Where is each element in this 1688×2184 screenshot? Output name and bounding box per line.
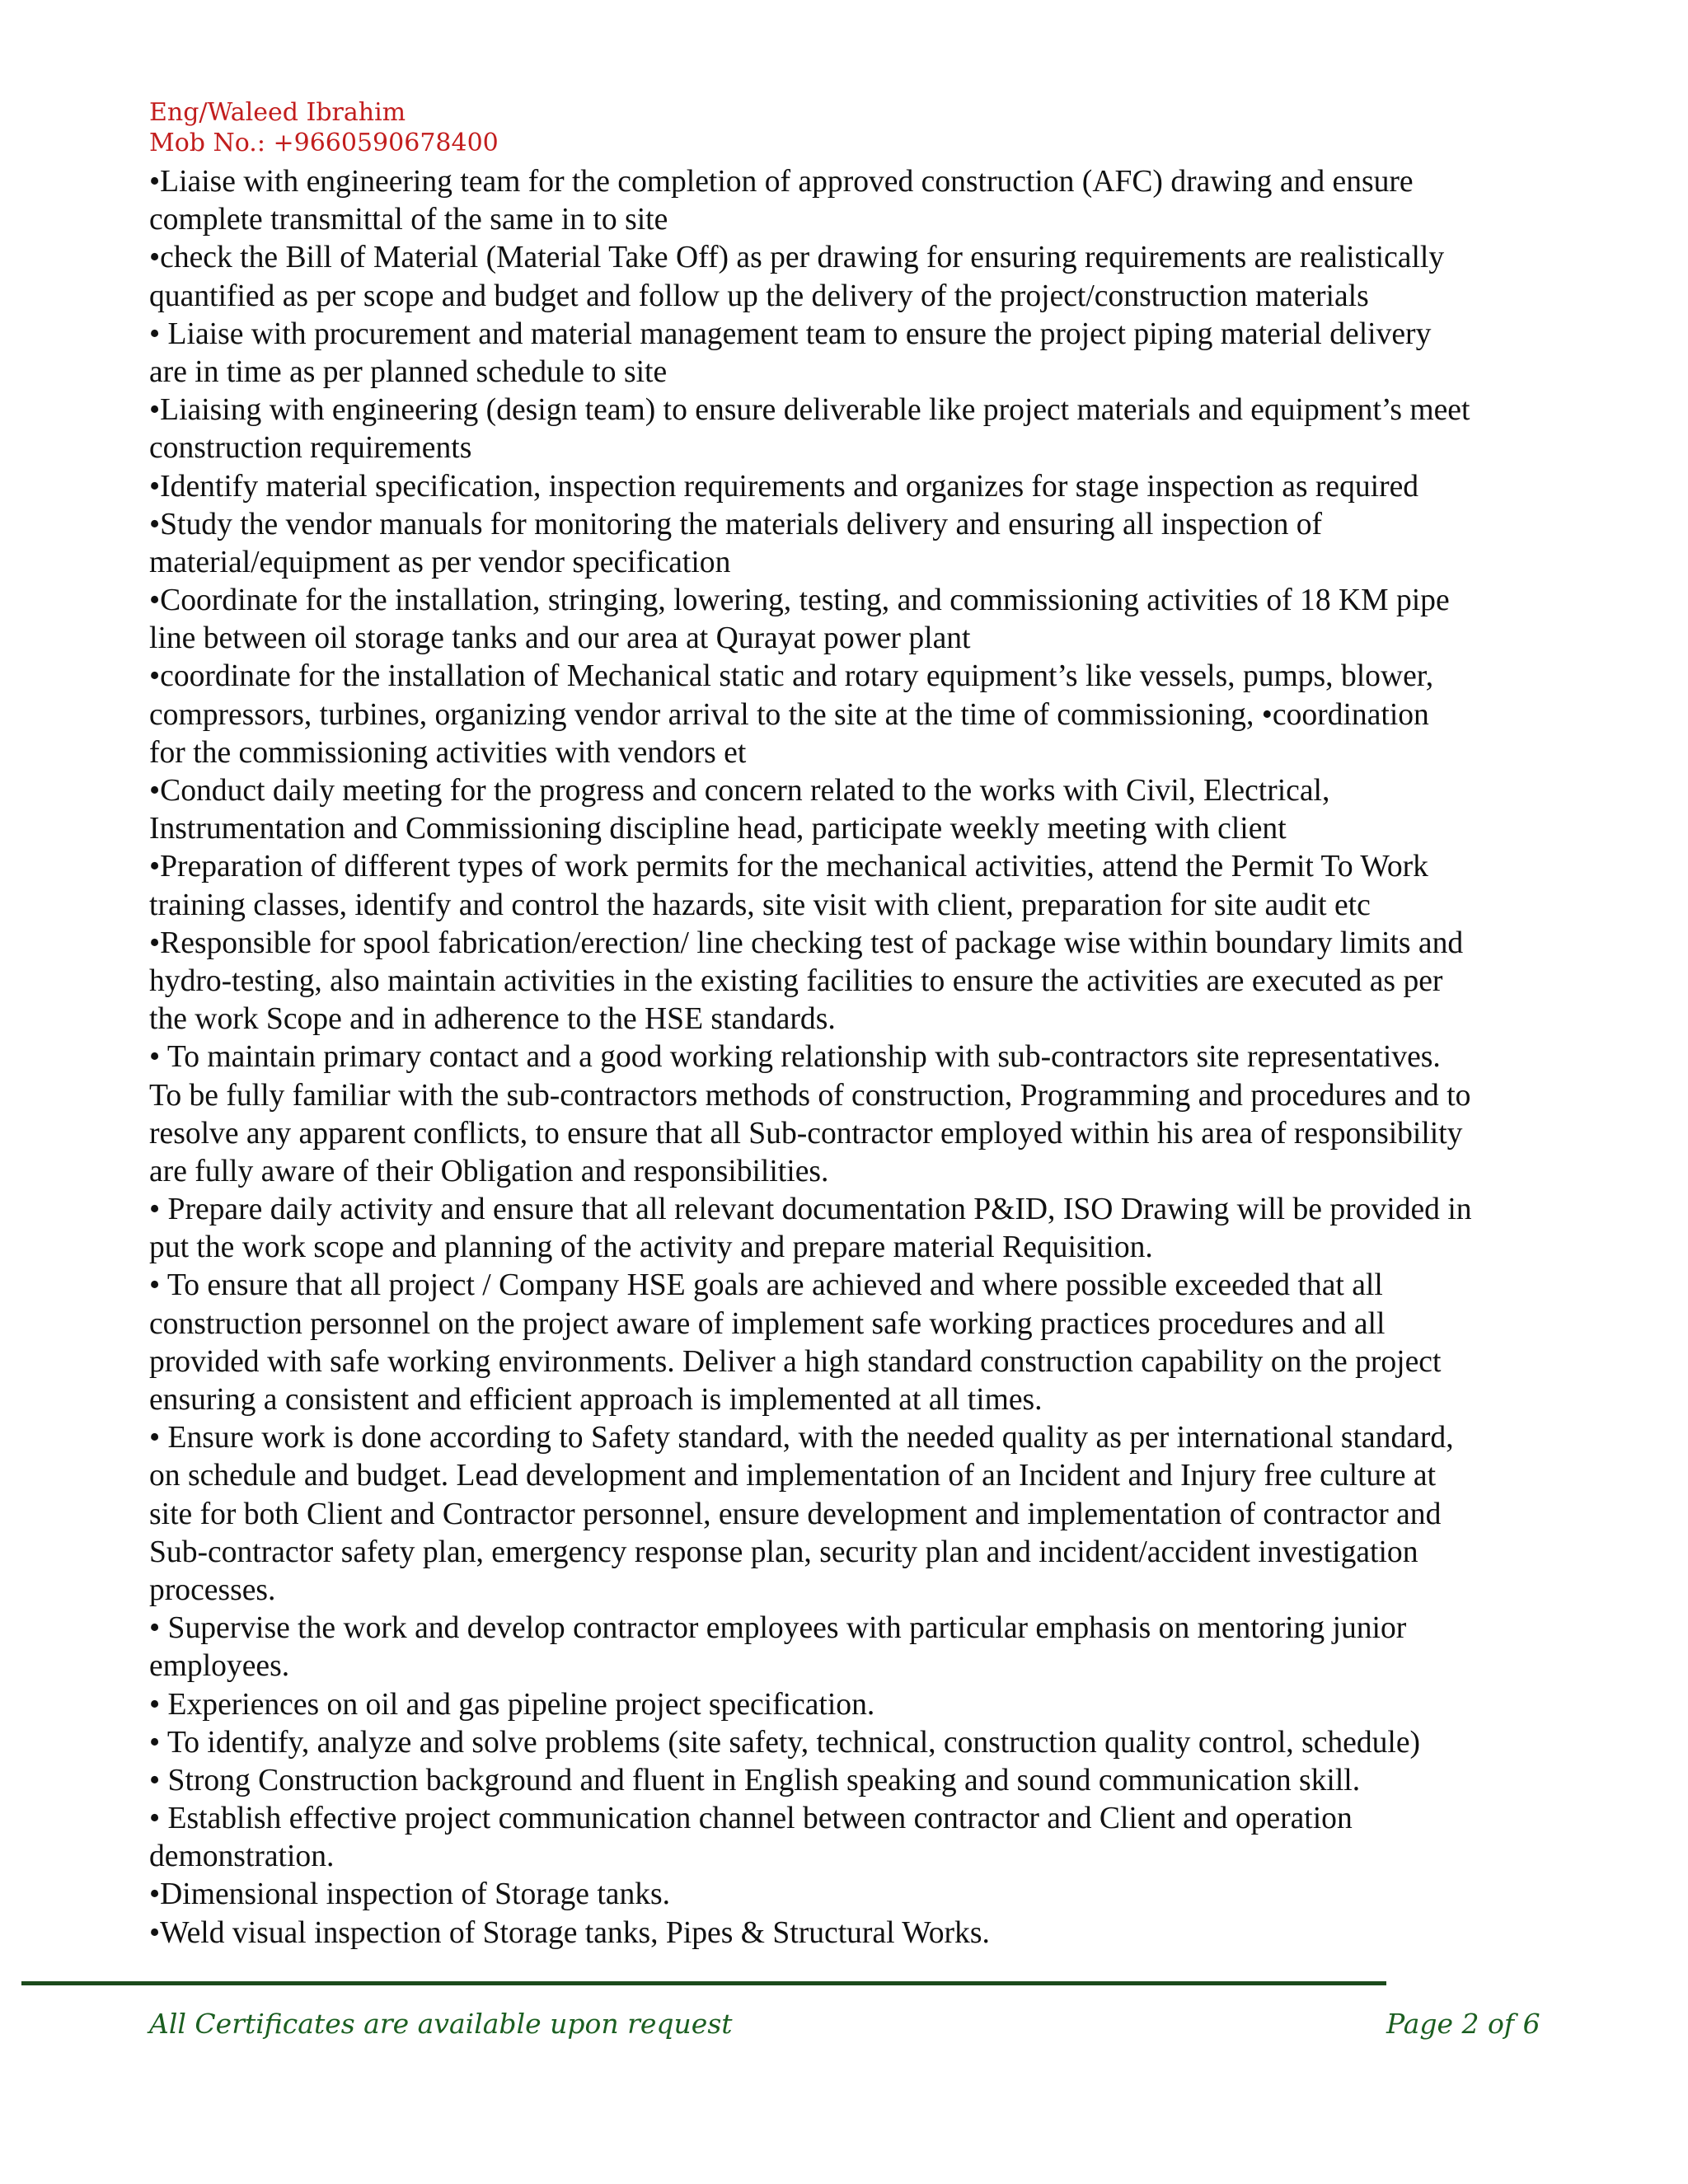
text-line: hydro-testing, also maintain activities in the existing facilities to ensure the activities are executed as per (149, 963, 1443, 998)
text-line: •Liaising with engineering (design team) to ensure deliverable like project materials and equipment’s meet (149, 393, 1470, 428)
text-line: •Dimensional inspection of Storage tanks. (149, 1877, 671, 1912)
text-line: • Ensure work is done according to Safety standard, with the needed quality as per international standard, (149, 1421, 1454, 1455)
text-line: • Supervise the work and develop contractor employees with particular emphasis on mentoring junior (149, 1611, 1407, 1646)
text-line: To be fully familiar with the sub-contractors methods of construction, Programming and procedures and to (149, 1078, 1471, 1113)
text-line: for the commissioning activities with vendors et (149, 735, 747, 770)
text-line: put the work scope and planning of the activity and prepare material Requisition. (149, 1230, 1153, 1265)
text-line: construction requirements (149, 431, 472, 466)
text-line: •coordinate for the installation of Mechanical static and rotary equipment’s like vessels, pumps, blower, (149, 659, 1434, 694)
page-number: Page 2 of 6 (1386, 2008, 1540, 2040)
text-line: • Strong Construction background and fluent in English speaking and sound communication skill. (149, 1763, 1361, 1797)
text-line: •Liaise with engineering team for the completion of approved construction (AFC) drawing and ensure (149, 165, 1414, 199)
text-line: •Coordinate for the installation, stringing, lowering, testing, and commissioning activities of 18 KM pipe (149, 583, 1450, 618)
responsibilities-text (149, 163, 1583, 1952)
author-name: Eng/Waleed Ibrahim (149, 98, 406, 127)
text-line: •Conduct daily meeting for the progress and concern related to the works with Civil, Electrical, (149, 774, 1330, 808)
text-line: line between oil storage tanks and our area at Qurayat power plant (149, 621, 971, 656)
text-line: are fully aware of their Obligation and responsibilities. (149, 1154, 829, 1188)
text-line: provided with safe working environments. Deliver a high standard construction capability on the project (149, 1344, 1442, 1379)
text-line: •Identify material specification, inspection requirements and organizes for stage inspection as required (149, 469, 1419, 504)
text-line: • To identify, analyze and solve problems (site safety, technical, construction quality control, schedule) (149, 1725, 1421, 1760)
text-line: complete transmittal of the same in to site (149, 203, 668, 237)
text-line: the work Scope and in adherence to the HSE standards. (149, 1002, 836, 1037)
text-line: • Liaise with procurement and material management team to ensure the project piping material delivery (149, 316, 1432, 351)
text-line: •check the Bill of Material (Material Take Off) as per drawing for ensuring requirements are realistically (149, 241, 1445, 275)
text-line: • Establish effective project communication channel between contractor and Client and operation (149, 1802, 1353, 1836)
footer-divider (21, 1981, 1386, 1985)
text-line: quantified as per scope and budget and follow up the delivery of the project/construction materials (149, 279, 1369, 313)
mobile-number: Mob No.: +9660590678400 (149, 129, 499, 157)
text-line: •Weld visual inspection of Storage tanks, Pipes & Structural Works. (149, 1915, 990, 1950)
certificates-note: All Certificates are available upon request (149, 2008, 733, 2040)
text-line: compressors, turbines, organizing vendor arrival to the site at the time of commissioning, •coordination (149, 697, 1429, 732)
text-line: •Preparation of different types of work permits for the mechanical activities, attend the Permit To Work (149, 850, 1428, 884)
text-line: employees. (149, 1649, 290, 1684)
text-line: • To maintain primary contact and a good working relationship with sub-contractors site representatives. (149, 1040, 1441, 1075)
text-line: • Experiences on oil and gas pipeline project specification. (149, 1687, 875, 1722)
text-line: •Study the vendor manuals for monitoring the materials delivery and ensuring all inspection of (149, 507, 1323, 541)
text-line: ensuring a consistent and efficient approach is implemented at all times. (149, 1383, 1043, 1417)
contact-header (149, 97, 499, 158)
text-line: processes. (149, 1572, 276, 1607)
text-line: material/equipment as per vendor specification (149, 545, 731, 579)
text-line: are in time as per planned schedule to site (149, 354, 668, 389)
text-line: Instrumentation and Commissioning discipline head, participate weekly meeting with client (149, 812, 1287, 846)
text-line: training classes, identify and control the hazards, site visit with client, preparation for site audit etc (149, 888, 1371, 922)
text-line: construction personnel on the project aware of implement safe working practices procedures and all (149, 1306, 1386, 1341)
text-line: on schedule and budget. Lead development and implementation of an Incident and Injury free culture at (149, 1459, 1437, 1493)
text-line: demonstration. (149, 1840, 335, 1874)
text-line: Sub-contractor safety plan, emergency response plan, security plan and incident/accident investigation (149, 1535, 1418, 1569)
text-line: •Responsible for spool fabrication/erection/ line checking test of package wise within boundary limits and (149, 926, 1464, 960)
text-line: site for both Client and Contractor personnel, ensure development and implementation of contractor and (149, 1497, 1442, 1531)
text-line: • Prepare daily activity and ensure that all relevant documentation P&ID, ISO Drawing will be provided in (149, 1193, 1472, 1227)
text-line: resolve any apparent conflicts, to ensure that all Sub-contractor employed within his area of responsibility (149, 1116, 1463, 1151)
text-line: • To ensure that all project / Company HSE goals are achieved and where possible exceeded that all (149, 1268, 1383, 1303)
